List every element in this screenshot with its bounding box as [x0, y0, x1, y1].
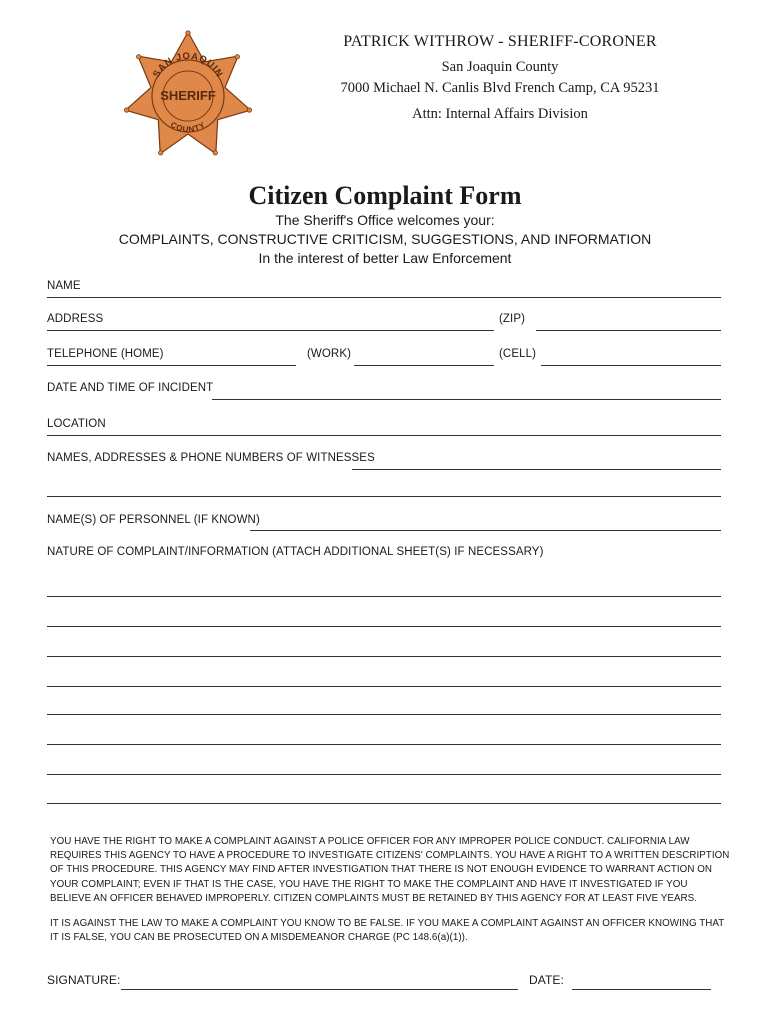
- badge-top-text: SAN JOAQUIN: [151, 50, 225, 80]
- sheriff-name: PATRICK WITHROW - SHERIFF-CORONER: [343, 33, 657, 50]
- nature-field-line[interactable]: [47, 803, 721, 804]
- date-time-label: DATE AND TIME OF INCIDENT: [47, 382, 214, 394]
- badge-center-text: SHERIFF: [160, 88, 216, 103]
- zip-label: (ZIP): [499, 313, 526, 325]
- location-label: LOCATION: [47, 418, 106, 430]
- cell-phone-label: (CELL): [499, 348, 537, 360]
- signature-field[interactable]: [121, 989, 518, 990]
- name-label: NAME: [47, 280, 81, 292]
- false-complaint-warning: IT IS AGAINST THE LAW TO MAKE A COMPLAINT YOU KNOW TO BE FALSE. IF YOU MAKE A COMPLAINT AGAINST AN OFFICER KNOWING THAT IT IS FALSE, YOU CAN BE PROSECUTED ON A MISDEMEANOR CHARGE (PC 148.6(a)(1)).: [50, 918, 725, 944]
- nature-field-line[interactable]: [47, 626, 721, 627]
- cell-phone-field[interactable]: [541, 365, 721, 366]
- nature-field-line[interactable]: [47, 686, 721, 687]
- witnesses-field[interactable]: [352, 469, 721, 470]
- complaint-rights-notice: YOU HAVE THE RIGHT TO MAKE A COMPLAINT AGAINST A POLICE OFFICER FOR ANY IMPROPER POLICE CONDUCT. CALIFORNIA LAW REQUIRES THIS AGENCY TO HAVE A PROCEDURE TO INVESTIGATE CITIZENS' COMPLAINTS. YOU HAVE A RIGHT TO A WRITTEN DESCRIPTION OF THIS PROCEDURE. THIS AGENCY MAY FIND AFTER INVESTIGATION THAT THERE IS NOT ENOUGH EVIDENCE TO WARRANT ACTION ON YOUR COMPLAINT; EVEN IF THAT IS THE CASE, YOU HAVE THE RIGHT TO MAKE THE COMPLAINT AND HAVE IT INVESTIGATED IF YOU BELIEVE AN OFFICER BEHAVED IMPROPERLY. CITIZEN COMPLAINTS MUST BE RETAINED BY THIS AGENCY FOR AT LEAST FIVE YEARS.: [50, 836, 730, 904]
- nature-field-line[interactable]: [47, 596, 721, 597]
- address-field[interactable]: [47, 330, 494, 331]
- nature-field-line[interactable]: [47, 774, 721, 775]
- form-title: Citizen Complaint Form: [248, 181, 522, 210]
- address-label: ADDRESS: [47, 313, 104, 325]
- telephone-home-field[interactable]: [47, 365, 296, 366]
- office-address: 7000 Michael N. Canlis Blvd French Camp, CA 95231: [340, 80, 660, 96]
- badge-point-tip: [213, 151, 217, 155]
- date-label: DATE:: [529, 973, 564, 987]
- badge-bottom-text: COUNTY: [168, 120, 208, 135]
- work-phone-field[interactable]: [354, 365, 494, 366]
- witnesses-label: NAMES, ADDRESSES & PHONE NUMBERS OF WITNESSES: [47, 452, 375, 464]
- zip-field[interactable]: [536, 330, 721, 331]
- nature-field-line[interactable]: [47, 744, 721, 745]
- nature-field-line[interactable]: [47, 714, 721, 715]
- telephone-home-label: TELEPHONE (HOME): [47, 348, 164, 360]
- badge-point-tip: [235, 55, 239, 59]
- nature-label: NATURE OF COMPLAINT/INFORMATION (ATTACH ADDITIONAL SHEET(S) IF NECESSARY): [47, 546, 544, 558]
- badge-point-tip: [186, 31, 190, 35]
- attention-line: Attn: Internal Affairs Division: [412, 106, 588, 122]
- badge-point-tip: [159, 151, 163, 155]
- date-time-field[interactable]: [212, 399, 721, 400]
- personnel-field[interactable]: [250, 530, 721, 531]
- county-name: San Joaquin County: [441, 59, 559, 75]
- name-field[interactable]: [47, 297, 721, 298]
- categories-text: COMPLAINTS, CONSTRUCTIVE CRITICISM, SUGGESTIONS, AND INFORMATION: [118, 231, 652, 247]
- signature-label: SIGNATURE:: [47, 973, 121, 987]
- welcome-text: The Sheriff's Office welcomes your:: [275, 212, 495, 228]
- sheriff-badge-logo: [122, 30, 254, 160]
- location-field[interactable]: [47, 435, 721, 436]
- badge-point-tip: [124, 108, 128, 112]
- badge-point-tip: [137, 55, 141, 59]
- witnesses-field-continued[interactable]: [47, 496, 721, 497]
- nature-field-line[interactable]: [47, 656, 721, 657]
- work-phone-label: (WORK): [307, 348, 352, 360]
- date-field[interactable]: [572, 989, 711, 990]
- interest-text: In the interest of better Law Enforcement: [258, 250, 512, 266]
- personnel-label: NAME(S) OF PERSONNEL (IF KNOWN): [47, 514, 260, 526]
